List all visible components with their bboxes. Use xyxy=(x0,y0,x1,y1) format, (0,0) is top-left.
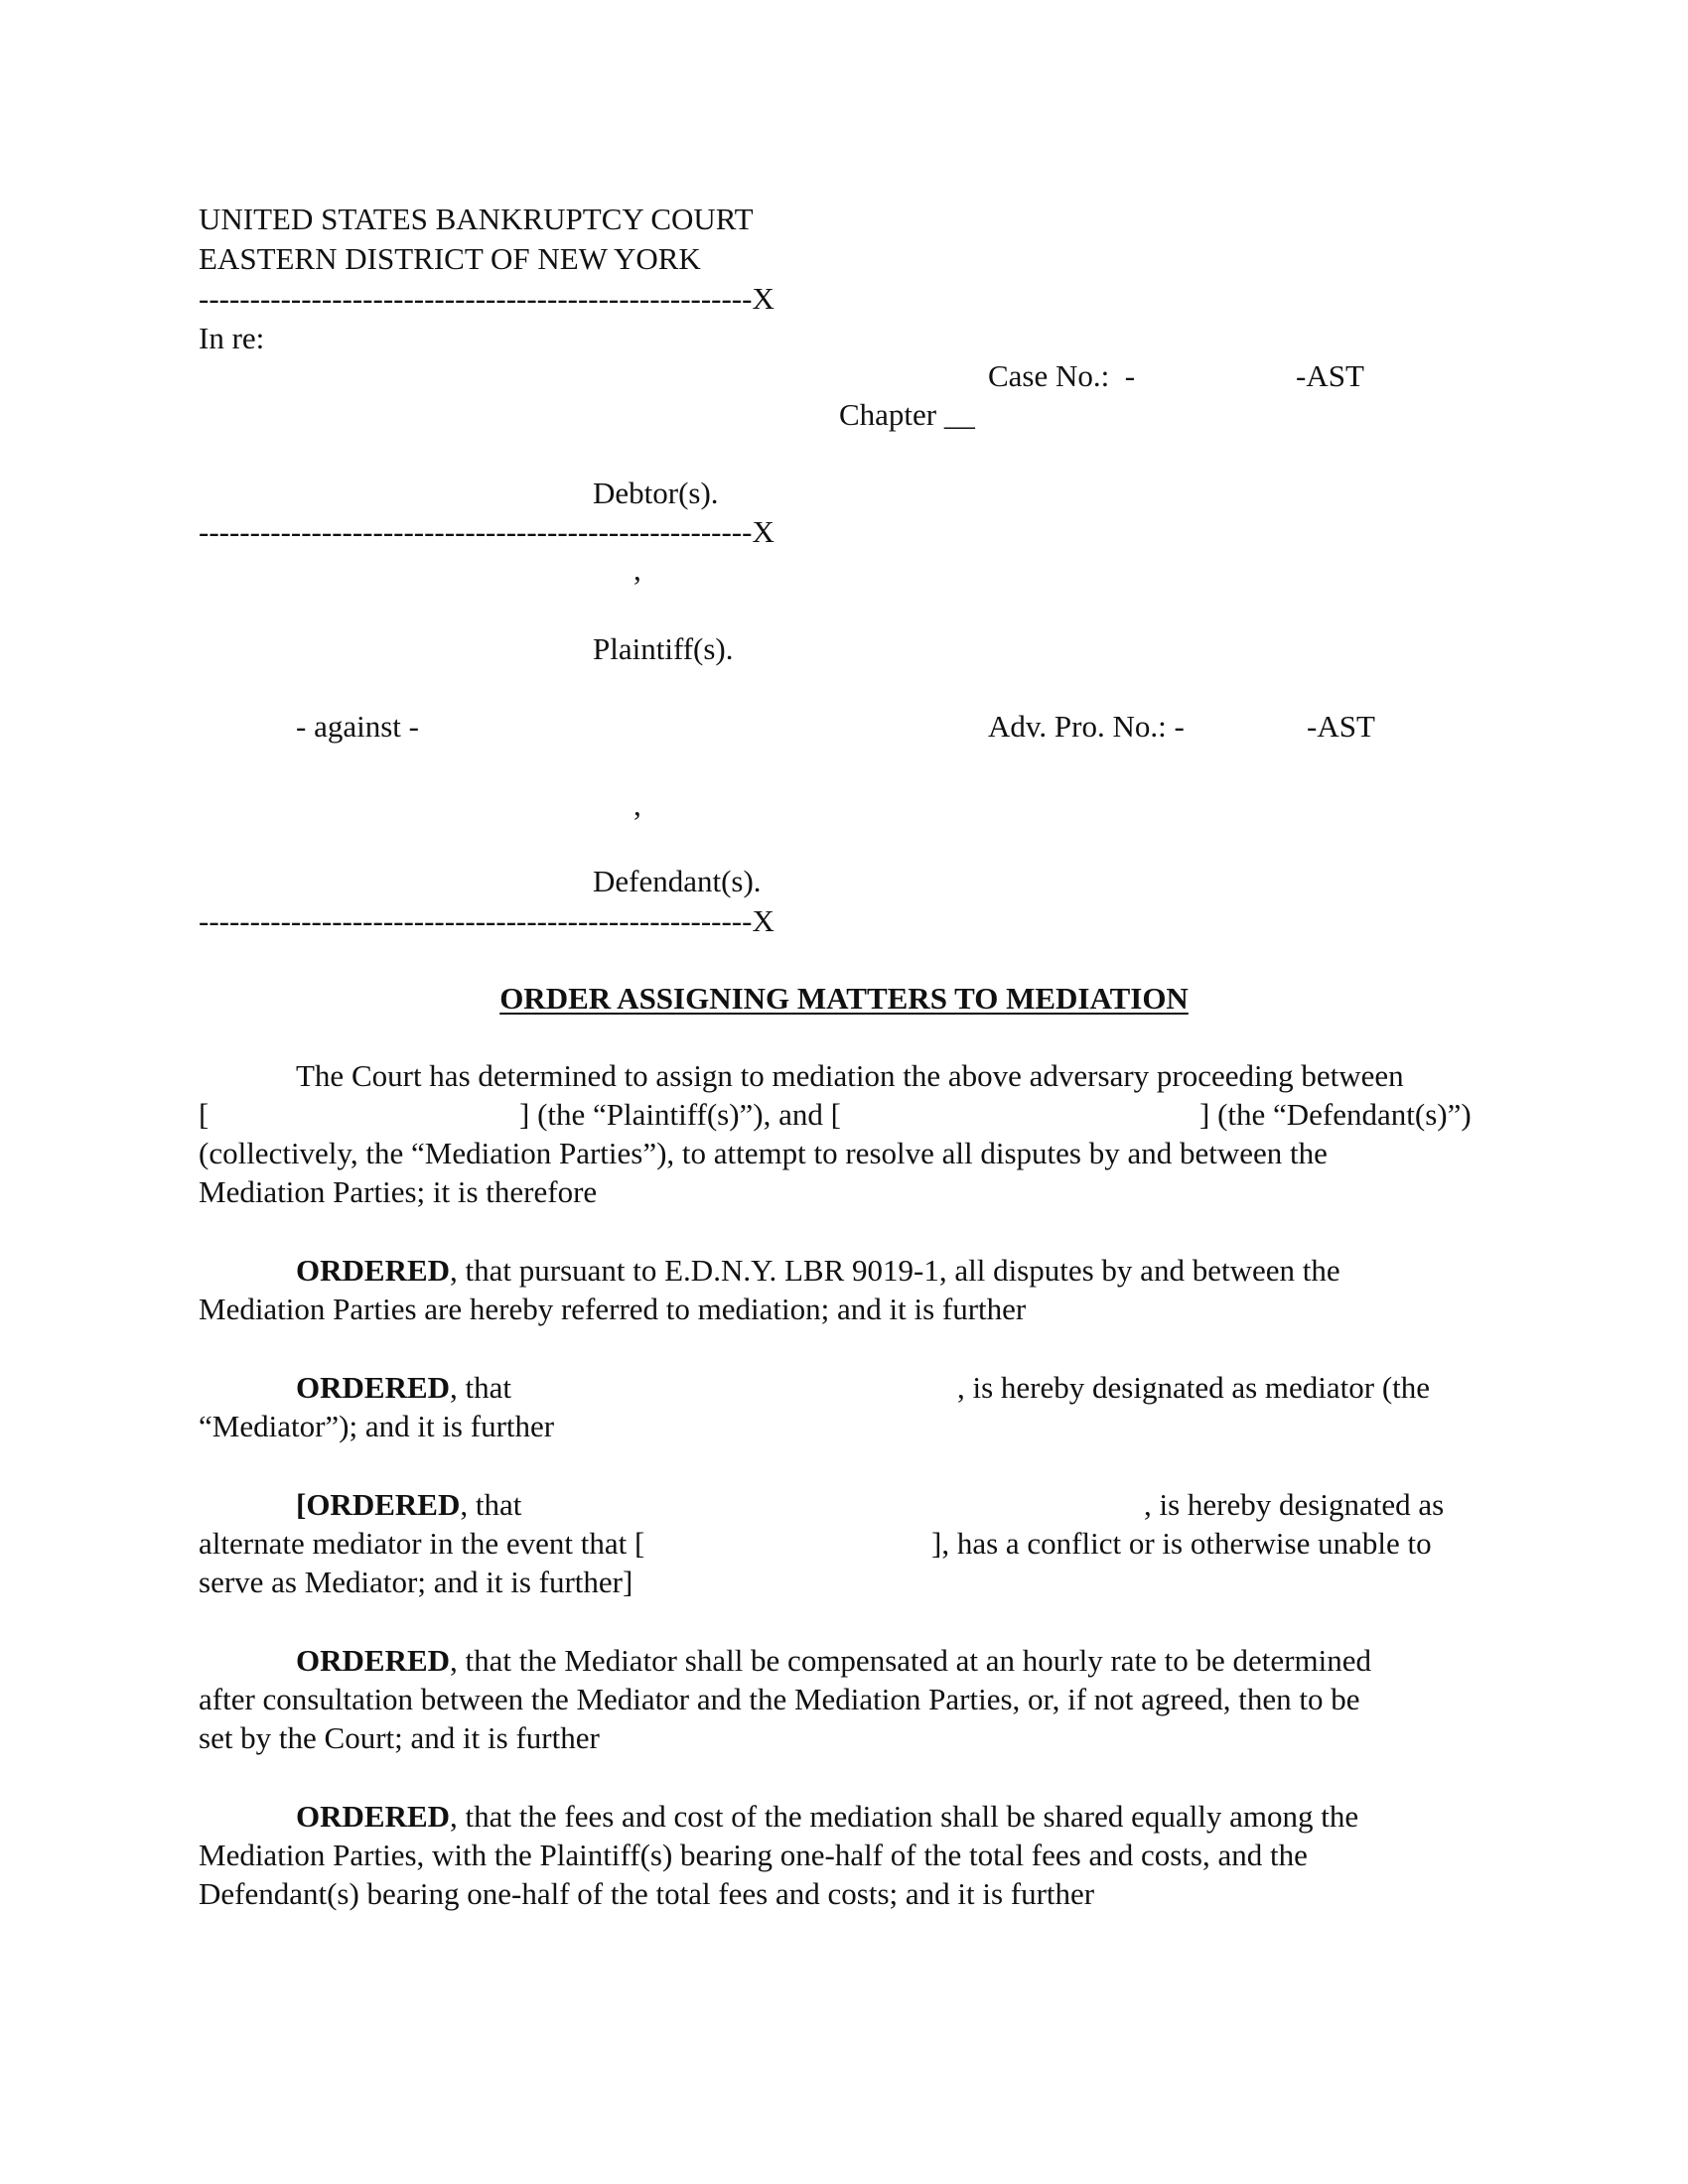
paragraph-4-line-2a: alternate mediator in the event that [ xyxy=(199,1526,645,1561)
chapter-label: Chapter __ xyxy=(839,397,975,432)
ordered-keyword: ORDERED xyxy=(296,1643,451,1678)
paragraph-1-line-3: (collectively, the “Mediation Parties”), to attempt to resolve all disputes by and between the xyxy=(199,1136,1328,1170)
paragraph-4-line-2b: ], has a conflict or is otherwise unable to xyxy=(931,1526,1432,1561)
debtors-label: Debtor(s). xyxy=(593,476,719,510)
paragraph-6-line-1 xyxy=(296,1801,1358,1832)
paragraph-6-text: , that the fees and cost of the mediation shall be shared equally among the xyxy=(450,1799,1359,1834)
paragraph-2-text: , that pursuant to E.D.N.Y. LBR 9019-1, all disputes by and between the xyxy=(450,1253,1340,1288)
order-title: ORDER ASSIGNING MATTERS TO MEDIATION xyxy=(499,981,1189,1016)
defendants-label: Defendant(s). xyxy=(593,864,762,898)
adv-pro-number-label: Adv. Pro. No.: - xyxy=(988,709,1185,744)
paragraph-4-line-3: serve as Mediator; and it is further] xyxy=(199,1565,633,1599)
court-name: UNITED STATES BANKRUPTCY COURT xyxy=(199,202,754,236)
paragraph-6-line-2: Mediation Parties, with the Plaintiff(s) bearing one-half of the total fees and costs, and the xyxy=(199,1838,1308,1872)
plaintiffs-label: Plaintiff(s). xyxy=(593,631,734,666)
case-number-suffix: -AST xyxy=(1296,358,1364,393)
paragraph-1-line-1: The Court has determined to assign to mediation the above adversary proceeding between xyxy=(296,1058,1404,1093)
caption-divider: ------------------------------------------------------X xyxy=(199,903,774,938)
paragraph-6-line-3: Defendant(s) bearing one-half of the total fees and costs; and it is further xyxy=(199,1876,1095,1911)
ordered-keyword: [ORDERED xyxy=(296,1487,461,1522)
paragraph-5-line-3: set by the Court; and it is further xyxy=(199,1720,600,1755)
caption-divider: ------------------------------------------------------X xyxy=(199,514,774,549)
adv-pro-number-suffix: -AST xyxy=(1307,709,1375,744)
paragraph-3-line-1b: , is hereby designated as mediator (the xyxy=(957,1370,1431,1405)
paragraph-3-line-2: “Mediator”); and it is further xyxy=(199,1409,555,1443)
paragraph-2-line-2: Mediation Parties are hereby referred to mediation; and it is further xyxy=(199,1292,1027,1326)
paragraph-2-line-1 xyxy=(296,1255,1340,1286)
paragraph-3-text: , that xyxy=(450,1370,512,1405)
plaintiff-name-comma: , xyxy=(633,552,641,587)
court-district: EASTERN DISTRICT OF NEW YORK xyxy=(199,241,701,276)
ordered-keyword: ORDERED xyxy=(296,1370,451,1405)
caption-divider: ------------------------------------------------------X xyxy=(199,281,774,316)
paragraph-5-line-1 xyxy=(296,1645,1371,1676)
paragraph-4-line-1a xyxy=(296,1489,521,1520)
ordered-keyword: ORDERED xyxy=(296,1253,451,1288)
ordered-keyword: ORDERED xyxy=(296,1799,451,1834)
paragraph-4-text: , that xyxy=(460,1487,522,1522)
paragraph-5-line-2: after consultation between the Mediator and the Mediation Parties, or, if not agreed, then to be xyxy=(199,1682,1360,1716)
defendant-name-comma: , xyxy=(633,787,641,822)
paragraph-5-text: , that the Mediator shall be compensated at an hourly rate to be determined xyxy=(450,1643,1371,1678)
plaintiff-bracket-open: [ xyxy=(199,1097,210,1132)
paragraph-4-line-1b: , is hereby designated as xyxy=(1144,1487,1445,1522)
paragraph-1-defendant-text: ] (the “Defendant(s)”) xyxy=(1199,1097,1472,1132)
case-number-label: Case No.: - xyxy=(988,358,1136,393)
against-label: - against - xyxy=(296,709,419,744)
paragraph-3-line-1a xyxy=(296,1372,511,1403)
in-re-label: In re: xyxy=(199,321,265,355)
paragraph-1-plaintiff-text: ] (the “Plaintiff(s)”), and [ xyxy=(519,1097,841,1132)
paragraph-1-line-4: Mediation Parties; it is therefore xyxy=(199,1174,598,1209)
